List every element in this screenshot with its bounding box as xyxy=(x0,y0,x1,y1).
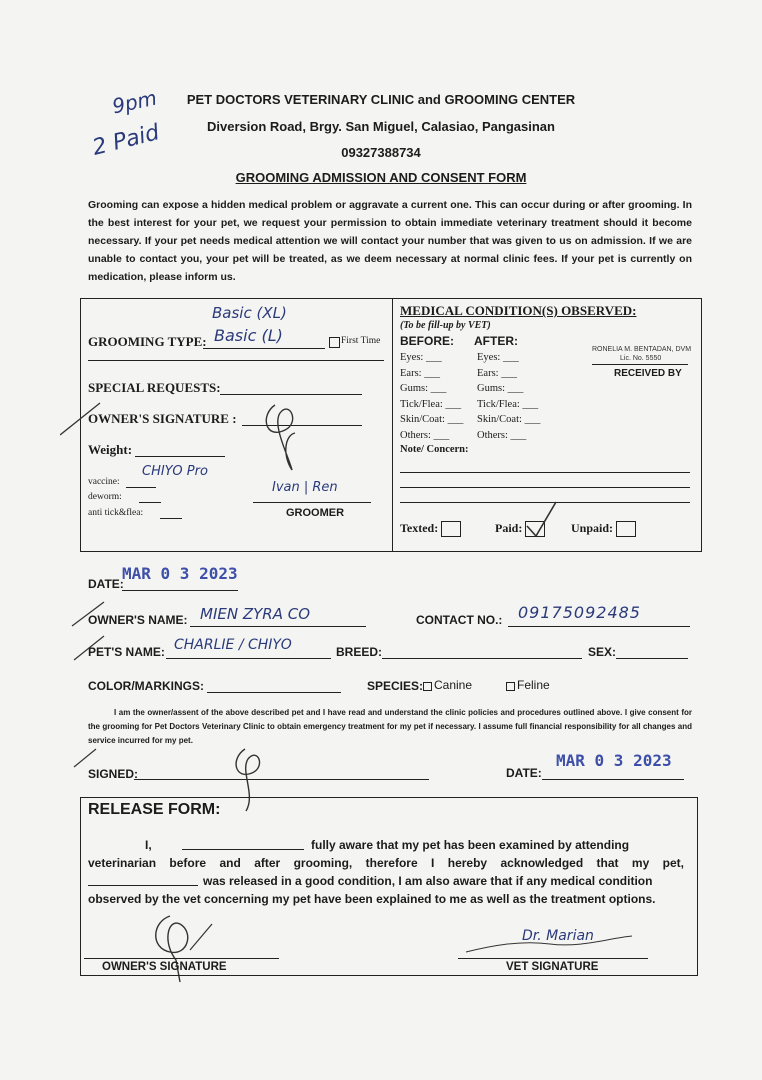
color-markings-label: COLOR/MARKINGS: xyxy=(88,679,204,693)
stamp-license: Lic. No. 5550 xyxy=(620,355,662,362)
weight-line[interactable] xyxy=(135,456,225,457)
first-time-label: First Time xyxy=(341,336,381,346)
groomer-line xyxy=(253,502,371,503)
sex-line[interactable] xyxy=(616,658,688,659)
owner-signature-release-line[interactable] xyxy=(84,958,279,959)
pet-name-mark xyxy=(72,632,106,662)
signed-label: SIGNED: xyxy=(88,767,139,781)
owner-signature-label: OWNER'S SIGNATURE : xyxy=(88,411,237,426)
first-time-checkbox[interactable] xyxy=(329,337,340,348)
date-label: DATE: xyxy=(88,577,124,591)
canine-label: Canine xyxy=(434,678,473,692)
release-left-border xyxy=(80,797,81,975)
owner-name-line xyxy=(190,626,366,627)
after-item: Gums: ___ xyxy=(477,383,524,395)
grooming-type-line xyxy=(203,348,325,349)
release-text-line1: fully aware that my pet has been examined by attending xyxy=(311,838,630,852)
note-line-2[interactable] xyxy=(400,487,690,488)
deworm-label: deworm: xyxy=(88,492,122,502)
release-owner-scribble xyxy=(140,912,230,984)
after-list xyxy=(477,350,540,444)
breed-label: BREED: xyxy=(336,645,383,659)
groomer-label: GROOMER xyxy=(286,507,345,519)
feline-checkbox[interactable] xyxy=(506,682,515,691)
species-label: SPECIES: xyxy=(367,679,424,693)
grooming-type-label: GROOMING TYPE: xyxy=(88,334,207,349)
intro-paragraph: Grooming can expose a hidden medical problem or aggravate a current one. This can occur during or after grooming. In the best interest for your pet, we request your permission to obtain immediate veterinary treatment should it become necessary. If your pet needs medical attention we will contact your number that was given to us on admission. If we are unable to contact you, your pet will be treated, as we deem necessary at normal clinic fees. If your pet is currently on medication, please inform us. xyxy=(88,199,692,283)
before-item: Others: ___ xyxy=(400,429,450,441)
before-item: Tick/Flea: ___ xyxy=(400,398,462,410)
before-label: BEFORE: xyxy=(400,334,454,348)
unpaid-field[interactable] xyxy=(571,521,636,537)
consent-paragraph: I am the owner/assent of the above described pet and I have read and understand the clinic policies and procedures outlined above. I give consent for the grooming for Pet Doctors Veterinary Clinic to obtain emergency treatment for my pet if necessary. I assume full financial responsibility for all changes and service incurred for my pet. xyxy=(88,708,692,745)
clinic-address: Diversion Road, Brgy. San Miguel, Calasiao, Pangasinan xyxy=(207,119,555,134)
vaccine-line xyxy=(126,487,156,488)
color-markings-line[interactable] xyxy=(207,692,341,693)
contact-value[interactable]: 09175092485 xyxy=(518,603,641,622)
after-item: Tick/Flea: ___ xyxy=(477,398,539,410)
medical-title: MEDICAL CONDITION(S) OBSERVED: xyxy=(400,303,637,318)
vet-signature-line[interactable] xyxy=(458,958,648,959)
clinic-phone: 09327388734 xyxy=(341,145,421,160)
texted-checkbox[interactable] xyxy=(441,521,461,537)
signed-date-label: DATE: xyxy=(506,766,542,780)
sex-label: SEX: xyxy=(588,645,617,659)
after-item: Others: ___ xyxy=(477,429,527,441)
owner-name-value[interactable]: MIEN ZYRA CO xyxy=(200,605,311,623)
release-text-line4: observed by the vet concerning my pet have been explained to me as well as the treatment options. xyxy=(88,892,656,906)
release-text-line3: was released in a good condition, I am also aware that if any medical condition xyxy=(203,874,653,888)
after-item: Skin/Coat: ___ xyxy=(477,414,541,426)
special-requests-label: SPECIAL REQUESTS: xyxy=(88,380,221,395)
owner-name-label: OWNER'S NAME: xyxy=(88,613,188,627)
feline-label: Feline xyxy=(517,678,550,692)
canine-checkbox[interactable] xyxy=(423,682,432,691)
stamp-vet-name: RONELIA M. BENTADAN, DVM xyxy=(592,346,692,353)
after-item: Ears: ___ xyxy=(477,367,517,379)
owner-name-mark xyxy=(70,598,106,628)
contact-label: CONTACT NO.: xyxy=(416,613,503,627)
signed-date-line xyxy=(542,779,684,780)
release-top-border xyxy=(80,797,698,798)
release-title: RELEASE FORM: xyxy=(88,801,221,818)
corner-note-paid: 2 Paid xyxy=(89,120,162,161)
release-i-label: I, xyxy=(145,838,152,852)
medical-subtitle: (To be fill-up by VET) xyxy=(400,320,491,331)
release-bottom-border xyxy=(80,975,698,976)
groomer-value[interactable]: Ivan | Ren xyxy=(272,480,338,495)
texted-label: Texted: xyxy=(400,521,439,535)
clinic-name: PET DOCTORS VETERINARY CLINIC and GROOMING CENTER xyxy=(186,92,576,107)
release-pet-line[interactable] xyxy=(88,885,198,886)
grooming-type-second-line xyxy=(88,360,384,361)
signed-date-stamp[interactable]: MAR 0 3 2023 xyxy=(556,751,672,770)
contact-line xyxy=(508,626,690,627)
texted-field[interactable] xyxy=(400,521,461,537)
note-concern-label: Note/ Concern: xyxy=(400,444,469,455)
corner-note-time: 9pm xyxy=(109,85,159,119)
vet-signature-value[interactable]: Dr. Marian xyxy=(522,928,594,944)
vaccine-value[interactable]: CHIYO Pro xyxy=(142,464,208,479)
note-line-1[interactable] xyxy=(400,472,690,473)
grooming-type-extra: Basic (XL) xyxy=(212,304,287,322)
vaccine-label: vaccine: xyxy=(88,477,120,487)
after-label: AFTER: xyxy=(474,334,518,348)
antitick-label: anti tick&flea: xyxy=(88,508,144,518)
received-by-line xyxy=(592,364,688,365)
paid-label: Paid: xyxy=(495,521,523,535)
pet-name-line xyxy=(166,658,331,659)
before-list xyxy=(400,350,463,444)
before-item: Ears: ___ xyxy=(400,367,440,379)
release-text-line2: veterinarian before and after grooming, therefore I hereby acknowledged that my pet, xyxy=(88,856,684,870)
release-right-border xyxy=(697,797,698,975)
received-by-label: RECEIVED BY xyxy=(614,368,682,379)
date-line xyxy=(122,590,238,591)
paid-check-mark xyxy=(524,500,558,540)
before-item: Skin/Coat: ___ xyxy=(400,414,464,426)
after-item: Eyes: ___ xyxy=(477,352,519,363)
owner-signature-release-label: OWNER'S SIGNATURE xyxy=(102,961,227,973)
pet-name-label: PET'S NAME: xyxy=(88,645,165,659)
box-divider xyxy=(392,298,393,552)
breed-line[interactable] xyxy=(382,658,582,659)
date-stamp[interactable]: MAR 0 3 2023 xyxy=(122,564,238,583)
before-item: Eyes: ___ xyxy=(400,352,442,363)
weight-label: Weight: xyxy=(88,442,133,457)
unpaid-label: Unpaid: xyxy=(571,521,614,535)
release-text xyxy=(88,836,684,908)
deworm-line[interactable] xyxy=(139,502,161,503)
release-name-line[interactable] xyxy=(182,849,304,850)
before-item: Gums: ___ xyxy=(400,383,447,395)
antitick-line[interactable] xyxy=(160,518,182,519)
pet-name-value[interactable]: CHARLIE / CHIYO xyxy=(174,637,292,653)
grooming-type-value[interactable]: Basic (L) xyxy=(214,326,283,345)
vet-signature-label: VET SIGNATURE xyxy=(506,961,599,973)
form-title: GROOMING ADMISSION AND CONSENT FORM xyxy=(235,170,527,185)
unpaid-checkbox[interactable] xyxy=(616,521,636,537)
